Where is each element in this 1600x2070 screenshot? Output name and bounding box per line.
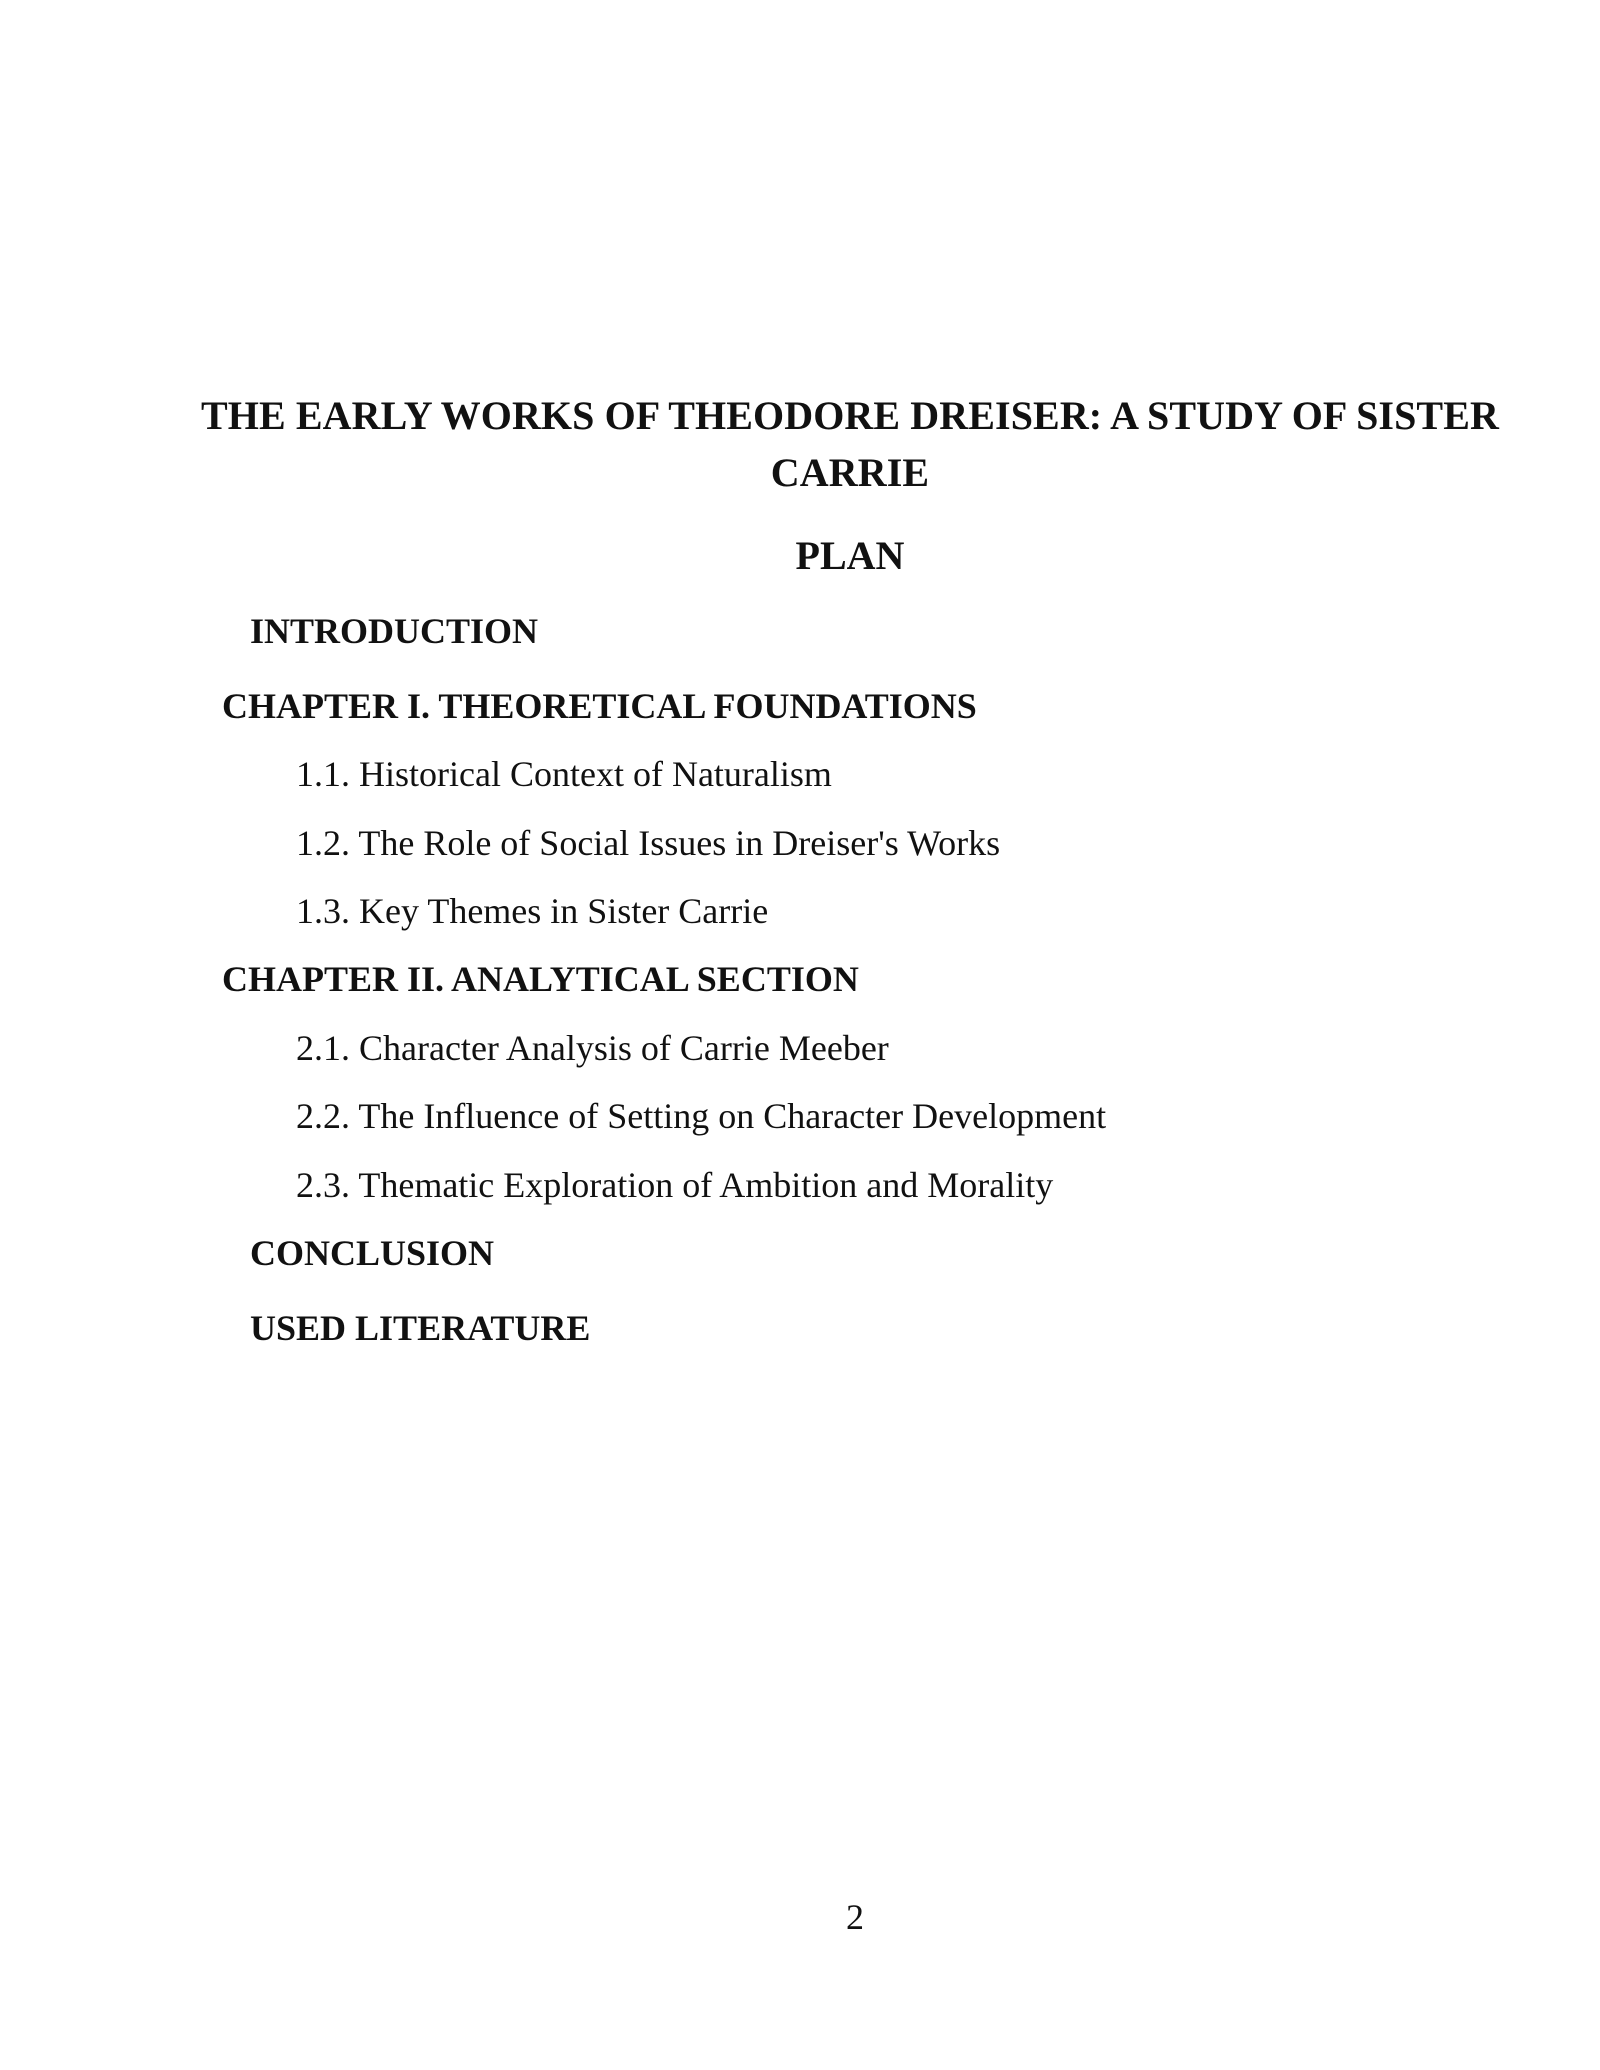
- toc-conclusion: CONCLUSION: [250, 1233, 495, 1273]
- plan-heading: PLAN: [795, 533, 905, 578]
- toc-introduction: INTRODUCTION: [250, 611, 539, 651]
- toc-section-2-2: 2.2. The Influence of Setting on Character Development: [296, 1096, 1107, 1136]
- toc-section-1-1: 1.1. Historical Context of Naturalism: [296, 754, 832, 794]
- toc-used-literature: USED LITERATURE: [250, 1308, 591, 1348]
- toc-section-2-3: 2.3. Thematic Exploration of Ambition and Morality: [296, 1165, 1054, 1205]
- document-title: THE EARLY WORKS OF THEODORE DREISER: A STUDY OF SISTER CARRIE: [201, 393, 1499, 495]
- toc-chapter-1: CHAPTER I. THEORETICAL FOUNDATIONS: [222, 686, 977, 726]
- toc-section-1-2: 1.2. The Role of Social Issues in Dreiser's Works: [296, 823, 1001, 863]
- toc-section-2-1: 2.1. Character Analysis of Carrie Meeber: [296, 1028, 889, 1068]
- toc-section-1-3: 1.3. Key Themes in Sister Carrie: [296, 891, 769, 931]
- page-number: 2: [846, 1897, 864, 1937]
- toc-chapter-2: CHAPTER II. ANALYTICAL SECTION: [222, 959, 859, 999]
